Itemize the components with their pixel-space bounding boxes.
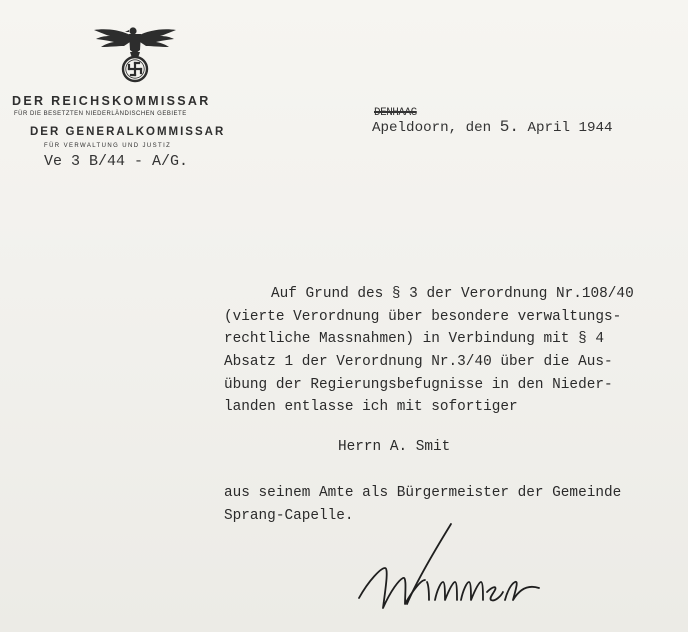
body-line: Absatz 1 der Verordnung Nr.3/40 über die Aus- [224, 354, 613, 370]
body-line: Auf Grund des § 3 der Verordnung Nr.108/40 [271, 286, 634, 302]
body-line: (vierte Verordnung über besondere verwaltungs- [224, 309, 622, 325]
signature-wimmer [355, 520, 545, 620]
letterhead-subtitle-territories: FÜR DIE BESETZTEN NIEDERLÄNDISCHEN GEBIETE [14, 111, 187, 117]
body-line: landen entlasse ich mit sofortiger [224, 399, 518, 415]
body-line: übung der Regierungsbefugnisse in den Nieder- [224, 377, 613, 393]
addressee-name: Herrn A. Smit [338, 439, 451, 455]
struck-place-name: DENHAAG [374, 107, 417, 119]
letterhead-subtitle-administration: FÜR VERWALTUNG UND JUSTIZ [44, 143, 172, 149]
closing-line: aus seinem Amte als Bürgermeister der Gemeinde [224, 485, 622, 501]
closing-line: Sprang-Capelle. [224, 508, 354, 524]
eagle-emblem-icon [92, 24, 178, 86]
date-line [372, 118, 613, 136]
date-month-year: April 1944 [527, 120, 613, 136]
reference-number: Ve 3 B/44 - A/G. [44, 153, 189, 170]
body-line: rechtliche Massnahmen) in Verbindung mit § 4 [224, 331, 604, 347]
letterhead-title-reichskommissar: DER REICHSKOMMISSAR [12, 94, 211, 108]
place-text: Apeldoorn, den [372, 120, 492, 136]
letterhead-title-generalkommissar: DER GENERALKOMMISSAR [30, 126, 226, 138]
date-day: 5. [499, 118, 519, 136]
